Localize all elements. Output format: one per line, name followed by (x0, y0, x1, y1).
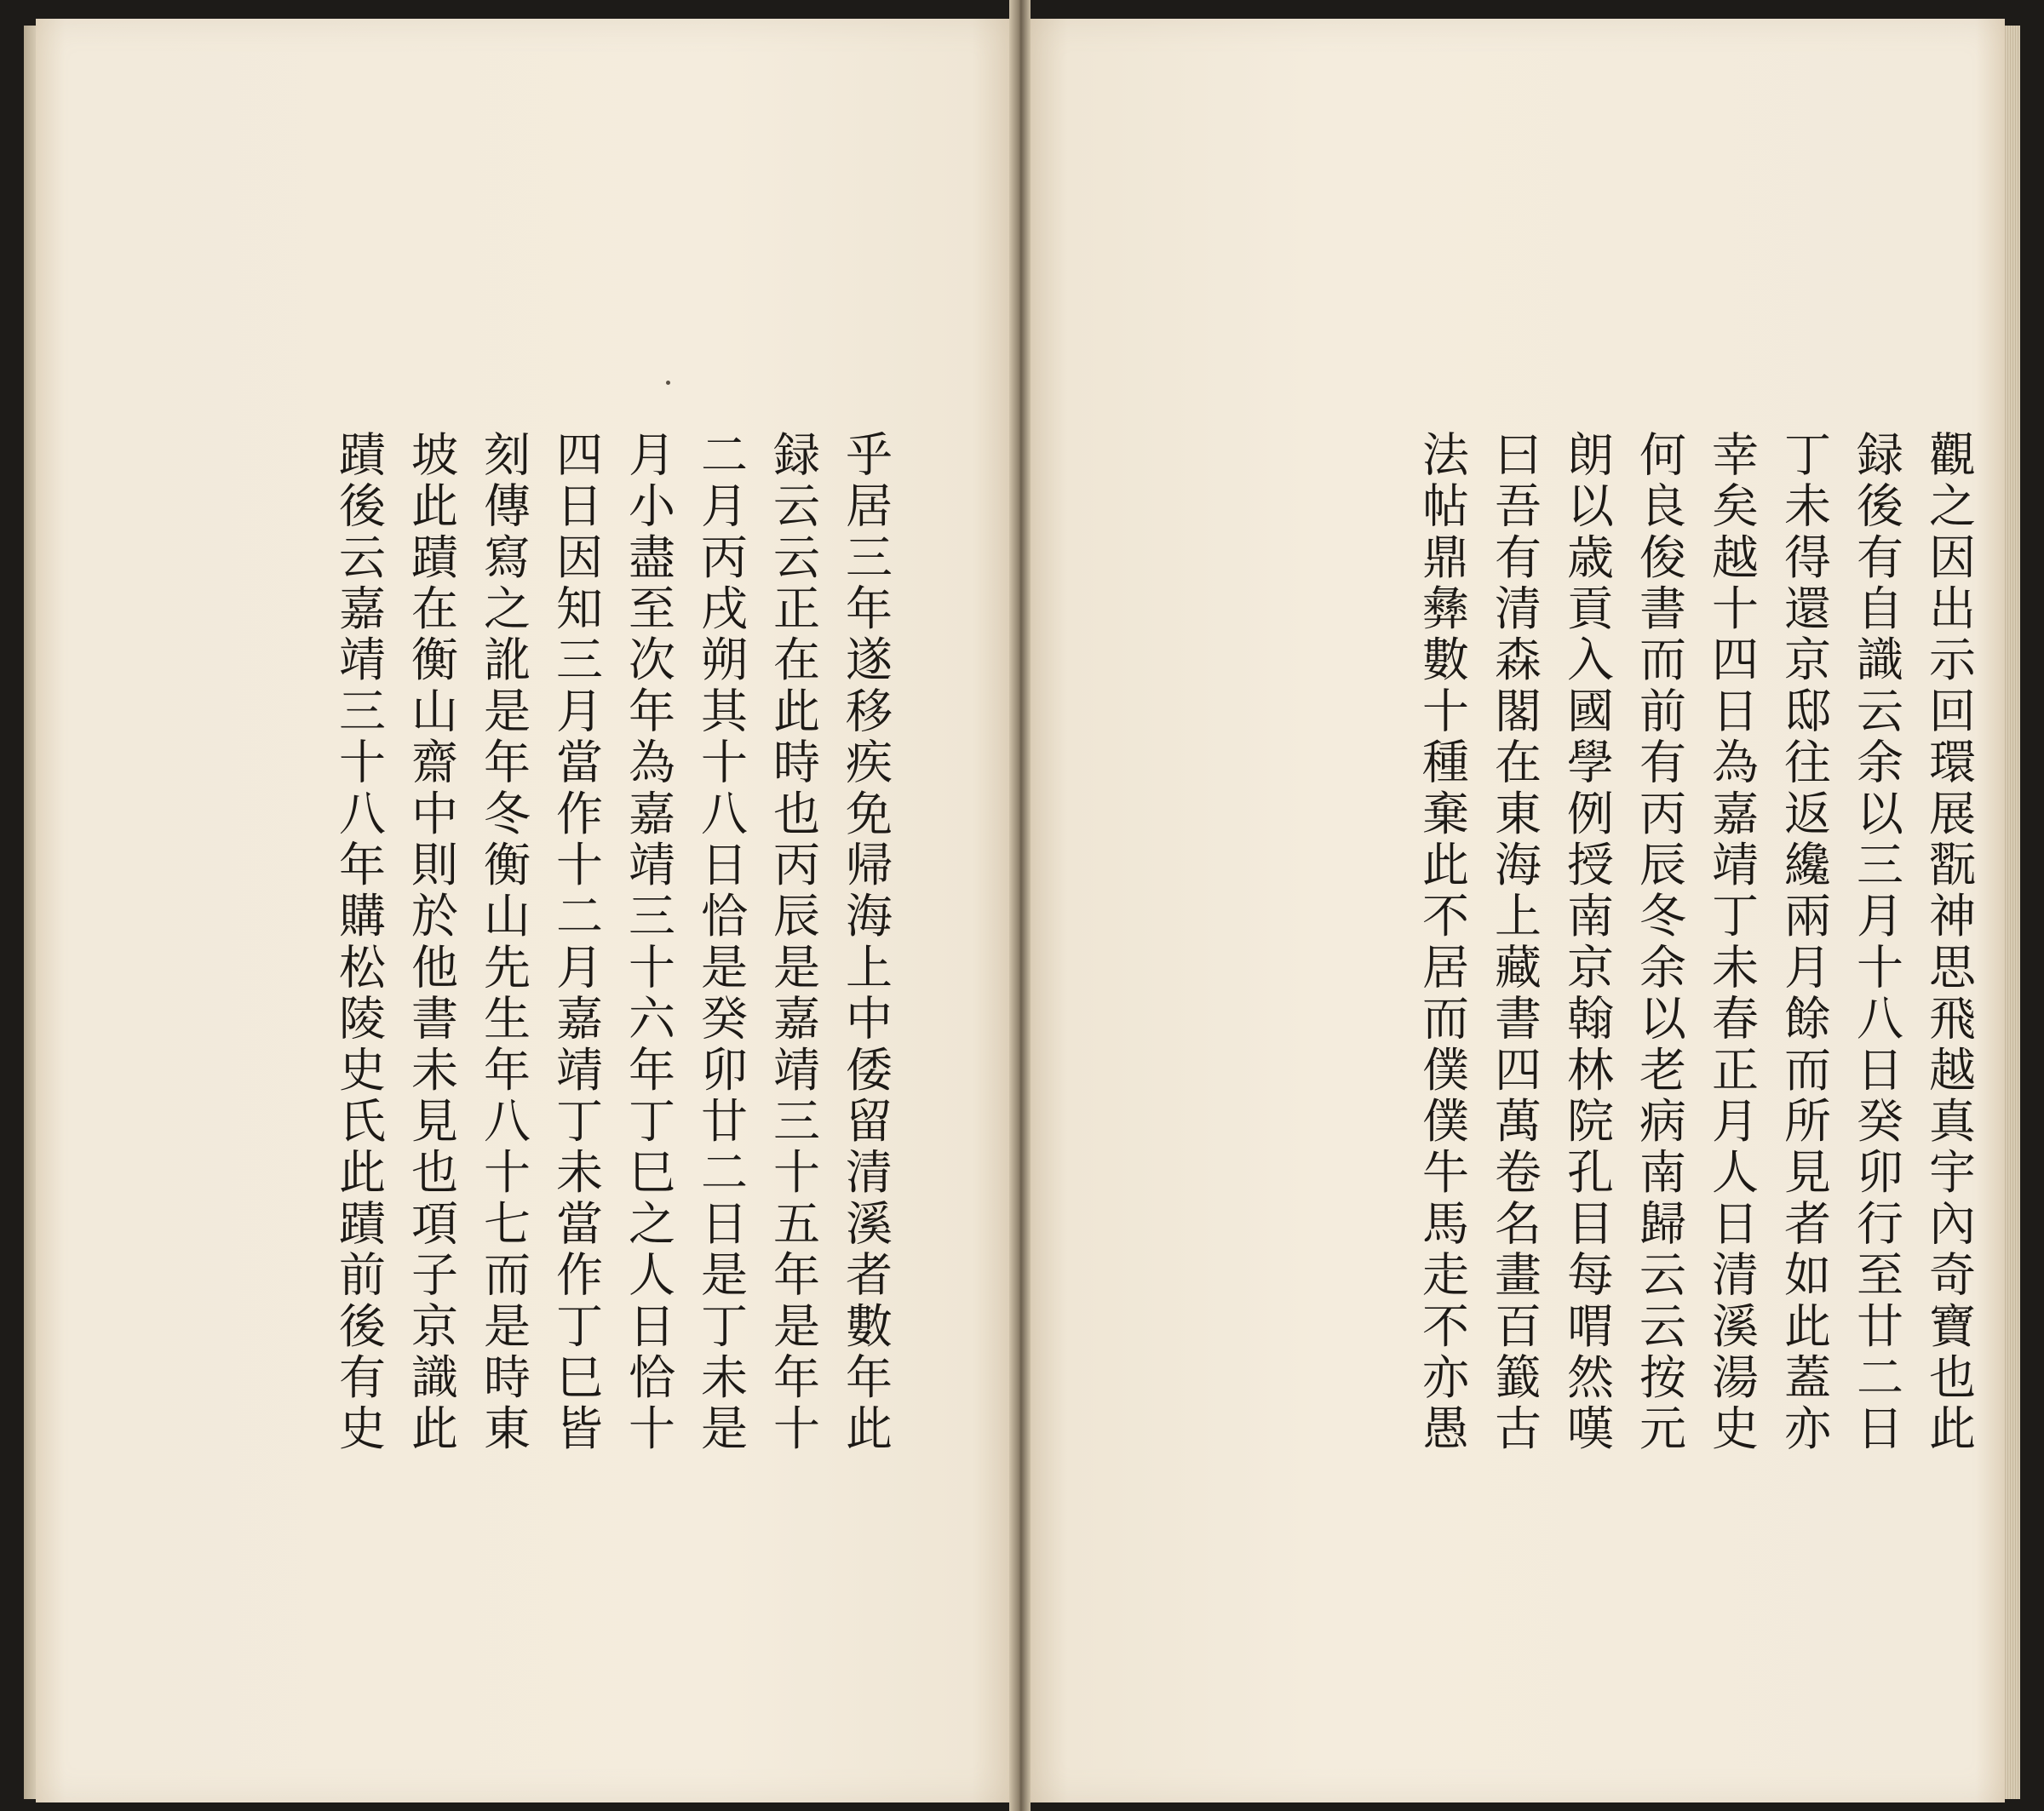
ink-speck (666, 381, 670, 385)
text-column: 四日因知三月當作十二月嘉靖丁未當作丁巳皆 (548, 430, 603, 1455)
text-column: 曰吾有清森閣在東海上藏書四萬卷名畫百籖古 (1487, 430, 1542, 1455)
text-column: 丁未得還京邸往返纔兩月餘而所見者如此蓋亦 (1777, 430, 1831, 1455)
text-column: 乎居三年遂移疾免帰海上中倭留清溪者數年此 (838, 430, 893, 1455)
text-column: 刻傳寫之訛是年冬衡山先生年八十七而是時東 (476, 430, 531, 1455)
text-column: 坡此蹟在衡山齋中則於他書未見也項子京識此 (404, 430, 458, 1455)
text-column: 觀之因出示回環展翫神思飛越真宇內奇寶也此 (1921, 430, 1976, 1455)
text-column: 朗以歳貢入國學例授南京翰林院孔目每喟然嘆 (1559, 430, 1614, 1455)
left-page-text (92, 430, 893, 1455)
text-column: 法帖鼎彝數十種棄此不居而僕僕牛馬走不亦愚 (1415, 430, 1469, 1455)
text-column: 何良俊書而前有丙辰冬余以老病南歸云云按元 (1632, 430, 1686, 1455)
text-column: 録後有自識云余以三月十八日癸卯行至廿二日 (1849, 430, 1903, 1455)
text-column: 二月丙戌朔其十八日恰是癸卯廿二日是丁未是 (693, 430, 748, 1455)
text-column: 録云云正在此時也丙辰是嘉靖三十五年是年十 (766, 430, 820, 1455)
right-page-stack-edge (2003, 26, 2020, 1799)
text-column: 月小盡至次年為嘉靖三十六年丁巳之人日恰十 (621, 430, 675, 1455)
text-column: 幸矣越十四日為嘉靖丁未春正月人日清溪湯史 (1704, 430, 1759, 1455)
right-page-text (1175, 430, 1976, 1455)
text-column: 蹟後云嘉靖三十八年購松陵史氏此蹟前後有史 (331, 430, 386, 1455)
book-gutter (1009, 0, 1031, 1811)
